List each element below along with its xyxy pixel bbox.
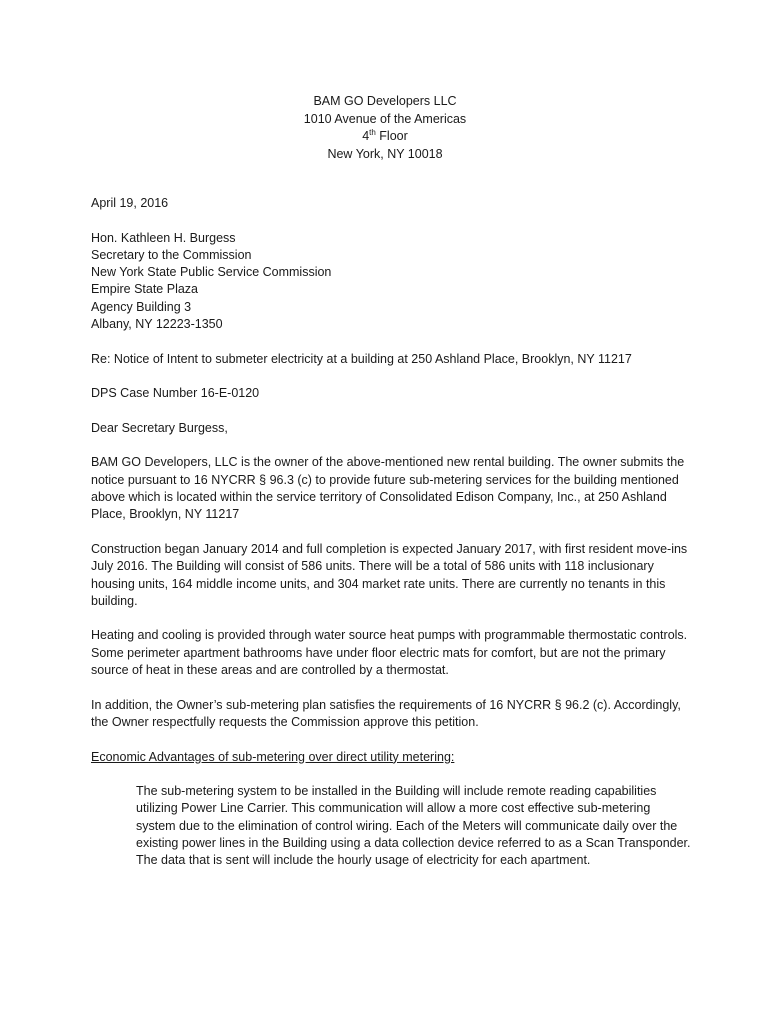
- recipient-address: [91, 230, 691, 334]
- company-floor: [0, 128, 770, 146]
- letter-body: [91, 195, 691, 887]
- recipient-line: Secretary to the Commission: [91, 247, 252, 262]
- recipient-line: Hon. Kathleen H. Burgess: [91, 230, 236, 245]
- recipient-line: Agency Building 3: [91, 299, 192, 314]
- body-paragraph: BAM GO Developers, LLC is the owner of the above-mentioned new rental building. The owner submits the notice pursuant to 16 NYCRR § 96.3 (c) to provide future sub-metering services for the building mentioned above which is located within the service territory of Consolidated Edison Company, Inc., at 250 Ashland Place, Brooklyn, NY 11217: [91, 455, 685, 522]
- re-line: Re: Notice of Intent to submeter electricity at a building at 250 Ashland Place, Brooklyn, NY 11217: [91, 351, 632, 366]
- company-street: 1010 Avenue of the Americas: [303, 111, 467, 126]
- body-paragraph: Construction began January 2014 and full completion is expected January 2017, with first resident move-ins July 2016. The Building will consist of 586 units. There will be a total of 586 units with 118 inclusionary housing units, 164 middle income units, and 304 market rate units. There are currently no tenants in this building.: [91, 541, 688, 608]
- letterhead: [0, 93, 770, 163]
- floor-word: Floor: [375, 129, 408, 143]
- letter-date: April 19, 2016: [91, 196, 169, 210]
- case-number: DPS Case Number 16-E-0120: [91, 386, 260, 401]
- section-heading: Economic Advantages of sub-metering over direct utility metering:: [91, 749, 455, 764]
- body-paragraph: Heating and cooling is provided through water source heat pumps with programmable thermostatic controls. Some perimeter apartment bathrooms have under floor electric mats for comfort, but are not the primary source of heat in these areas and are controlled by a thermostat.: [91, 628, 688, 678]
- company-name: BAM GO Developers LLC: [313, 94, 457, 108]
- company-city: New York, NY 10018: [327, 146, 443, 161]
- recipient-line: New York State Public Service Commission: [91, 265, 332, 280]
- salutation: Dear Secretary Burgess,: [91, 420, 228, 435]
- recipient-line: Albany, NY 12223-1350: [91, 317, 223, 332]
- recipient-line: Empire State Plaza: [91, 282, 198, 297]
- floor-suffix: th: [369, 128, 376, 137]
- section-paragraph: The sub-metering system to be installed in the Building will include remote reading capabilities utilizing Power Line Carrier. This communication will allow a more cost effective sub-metering system due to the elimination of control wiring. Each of the Meters will communicate daily over the existing power lines in the Building using a data collection device referred to as a Scan Transponder. The data that is sent will include the hourly usage of electricity for each apartment.: [136, 784, 691, 868]
- body-paragraph: In addition, the Owner’s sub-metering plan satisfies the requirements of 16 NYCRR § 96.2 (c). Accordingly, the Owner respectfully requests the Commission approve this petition.: [91, 697, 681, 729]
- floor-number: 4: [362, 129, 370, 143]
